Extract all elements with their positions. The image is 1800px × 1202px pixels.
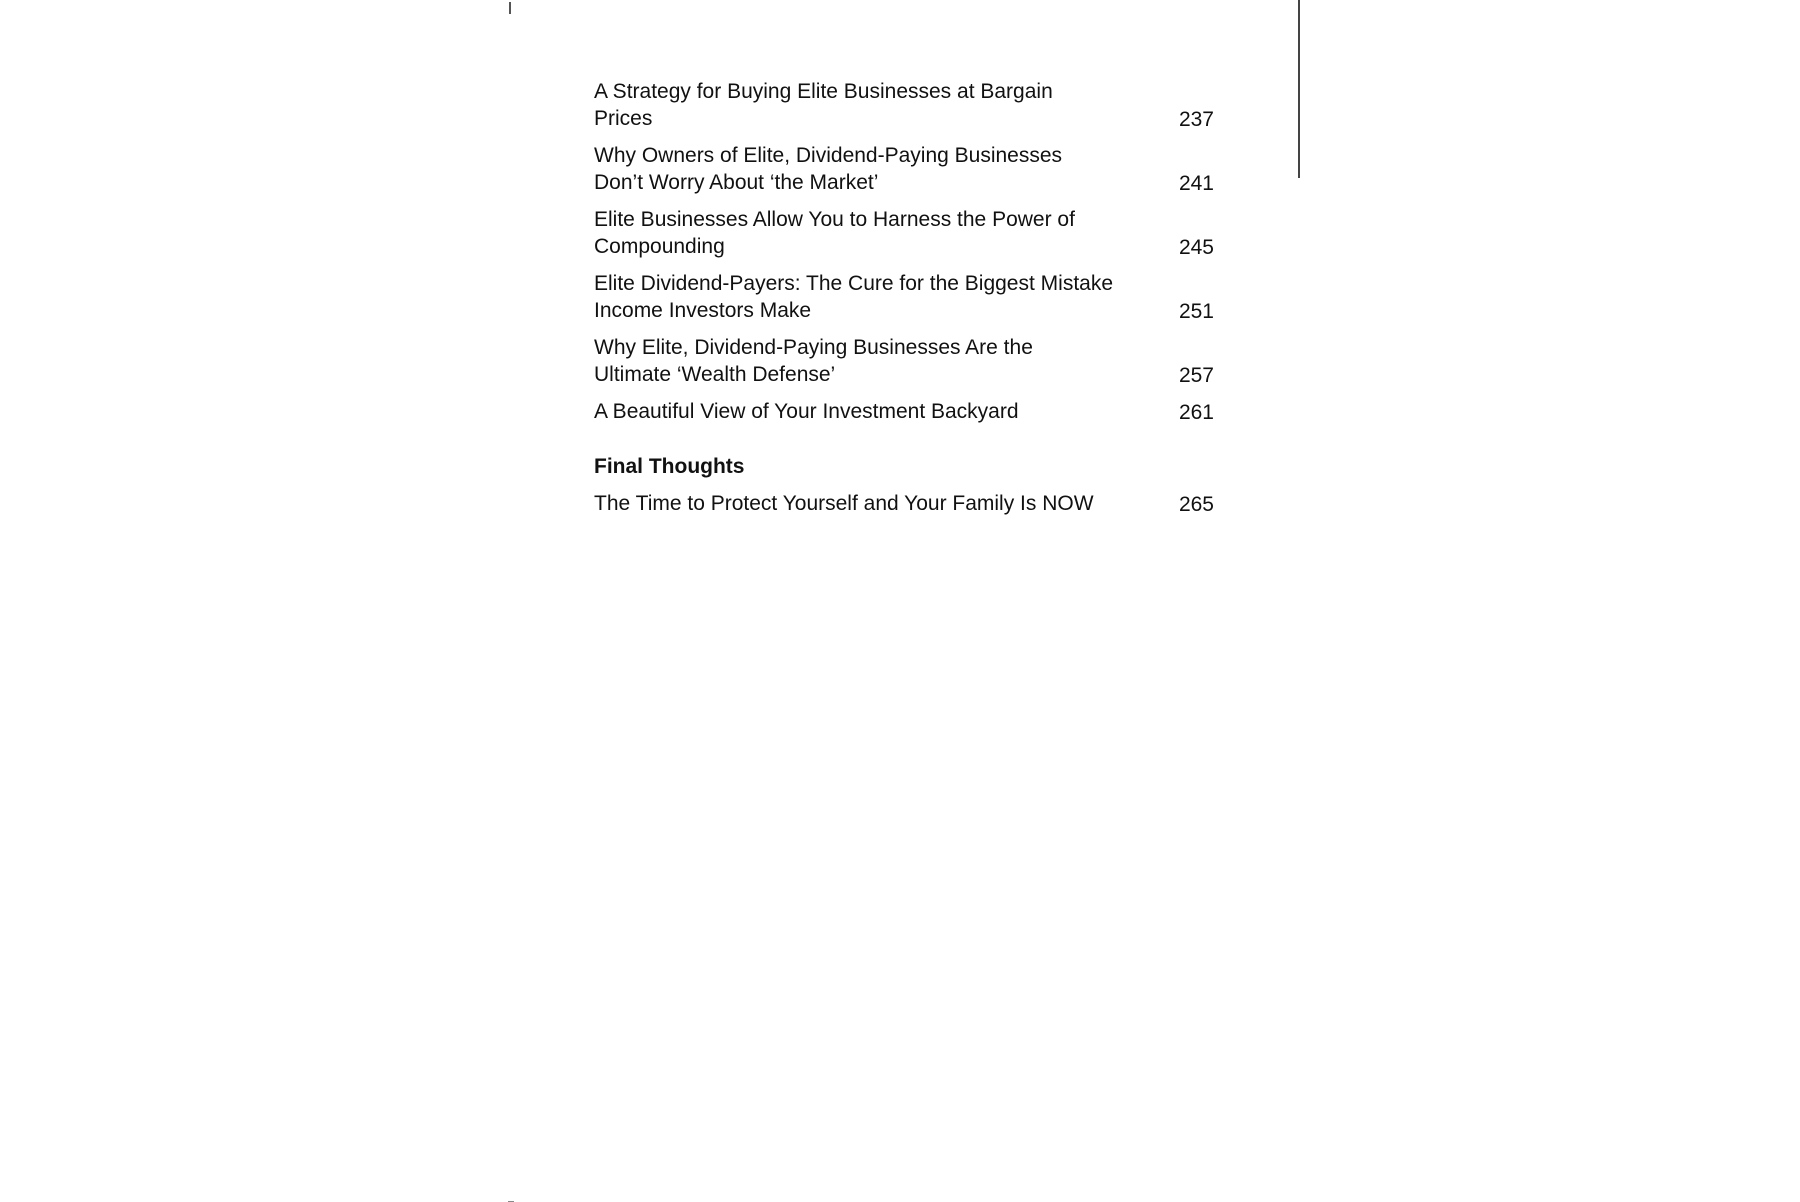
- toc-entry-title: A Strategy for Buying Elite Businesses at Bargain Prices: [594, 80, 1053, 130]
- toc-entry[interactable]: [594, 206, 1214, 260]
- toc-entry-page: 261: [1178, 401, 1214, 424]
- toc-entry-page: 237: [1178, 108, 1214, 131]
- toc-entry-title: The Time to Protect Yourself and Your Family Is NOW: [594, 492, 1094, 515]
- toc-entry[interactable]: [594, 78, 1214, 132]
- page-gutter-line: [1298, 0, 1300, 178]
- toc-entry-title: Why Owners of Elite, Dividend-Paying Businesses Don’t Worry About ‘the Market’: [594, 144, 1063, 194]
- scan-artifact-top: [509, 2, 511, 14]
- toc-entry[interactable]: [594, 334, 1214, 388]
- toc-entry-title: Elite Dividend-Payers: The Cure for the Biggest Mistake Income Investors Make: [594, 272, 1114, 322]
- table-of-contents: [594, 78, 1214, 527]
- toc-entry[interactable]: [594, 270, 1214, 324]
- toc-entry-title: Elite Businesses Allow You to Harness the Power of Compounding: [594, 208, 1075, 258]
- toc-entry[interactable]: [594, 398, 1214, 425]
- toc-entry-page: 251: [1178, 300, 1214, 323]
- toc-entry-page: 241: [1178, 172, 1214, 195]
- toc-entry-page: 257: [1178, 364, 1214, 387]
- toc-entry[interactable]: [594, 490, 1214, 517]
- toc-entry-page: 265: [1178, 493, 1214, 516]
- toc-entry-title: A Beautiful View of Your Investment Backyard: [594, 400, 1019, 423]
- toc-entry-page: 245: [1178, 236, 1214, 259]
- toc-entry-title: Why Elite, Dividend-Paying Businesses Are the Ultimate ‘Wealth Defense’: [594, 336, 1033, 386]
- section-heading: Final Thoughts: [594, 455, 745, 478]
- toc-entry[interactable]: [594, 142, 1214, 196]
